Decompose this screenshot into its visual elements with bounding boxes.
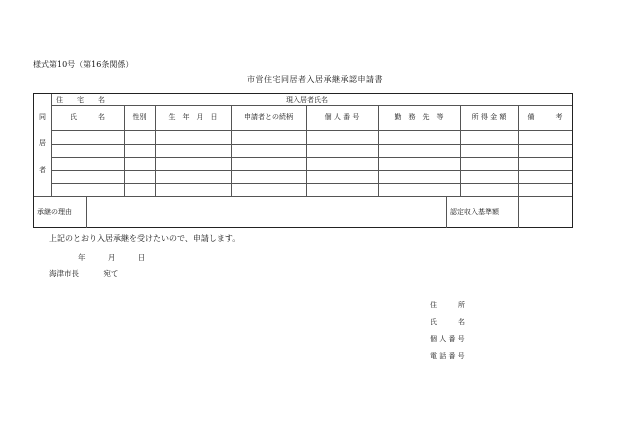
applicant-address-label: 住 所 [430, 301, 465, 309]
col-workplace: 勤 務 先 等 [394, 113, 444, 121]
reason-label: 承継の理由 [37, 208, 72, 216]
applicant-name-label: 氏 名 [430, 318, 465, 326]
date-month-label: 月 [107, 253, 116, 262]
cohabitant-label-3: 者 [39, 166, 46, 174]
col-relationship: 申請者との続柄 [244, 113, 293, 121]
address-label: 住 宅 名 [56, 96, 105, 104]
income-standard-label: 認定収入基準額 [450, 208, 499, 216]
document-title: 市営住宅同居者入居承継承認申請書 [247, 75, 383, 84]
date-line [78, 252, 165, 263]
applicant-personal-number-label: 個 人 番 号 [430, 335, 465, 343]
application-table [33, 93, 573, 228]
col-income: 所 得 金 額 [471, 113, 507, 121]
col-name: 氏 名 [70, 113, 105, 121]
col-personal-number: 個 人 番 号 [324, 113, 360, 121]
col-birthdate: 生 年 月 日 [168, 113, 218, 121]
date-year-label: 年 [78, 253, 86, 262]
addressee [49, 268, 118, 279]
col-gender: 性別 [132, 113, 147, 121]
addressee-suffix: 宛て [103, 269, 119, 278]
form-number: 様式第10号（第16条関係） [33, 60, 134, 69]
declaration-text: 上記のとおり入居承継を受けたいので、申請します。 [49, 234, 241, 243]
col-remarks: 備 考 [527, 113, 563, 121]
date-day-label: 日 [137, 253, 146, 262]
cohabitant-label-2: 居 [39, 139, 46, 147]
addressee-name: 海津市長 [49, 269, 79, 278]
cohabitant-label-1: 同 [39, 113, 46, 121]
applicant-phone-label: 電 話 番 号 [430, 352, 465, 360]
current-tenant-label: 現入居者氏名 [286, 96, 328, 104]
